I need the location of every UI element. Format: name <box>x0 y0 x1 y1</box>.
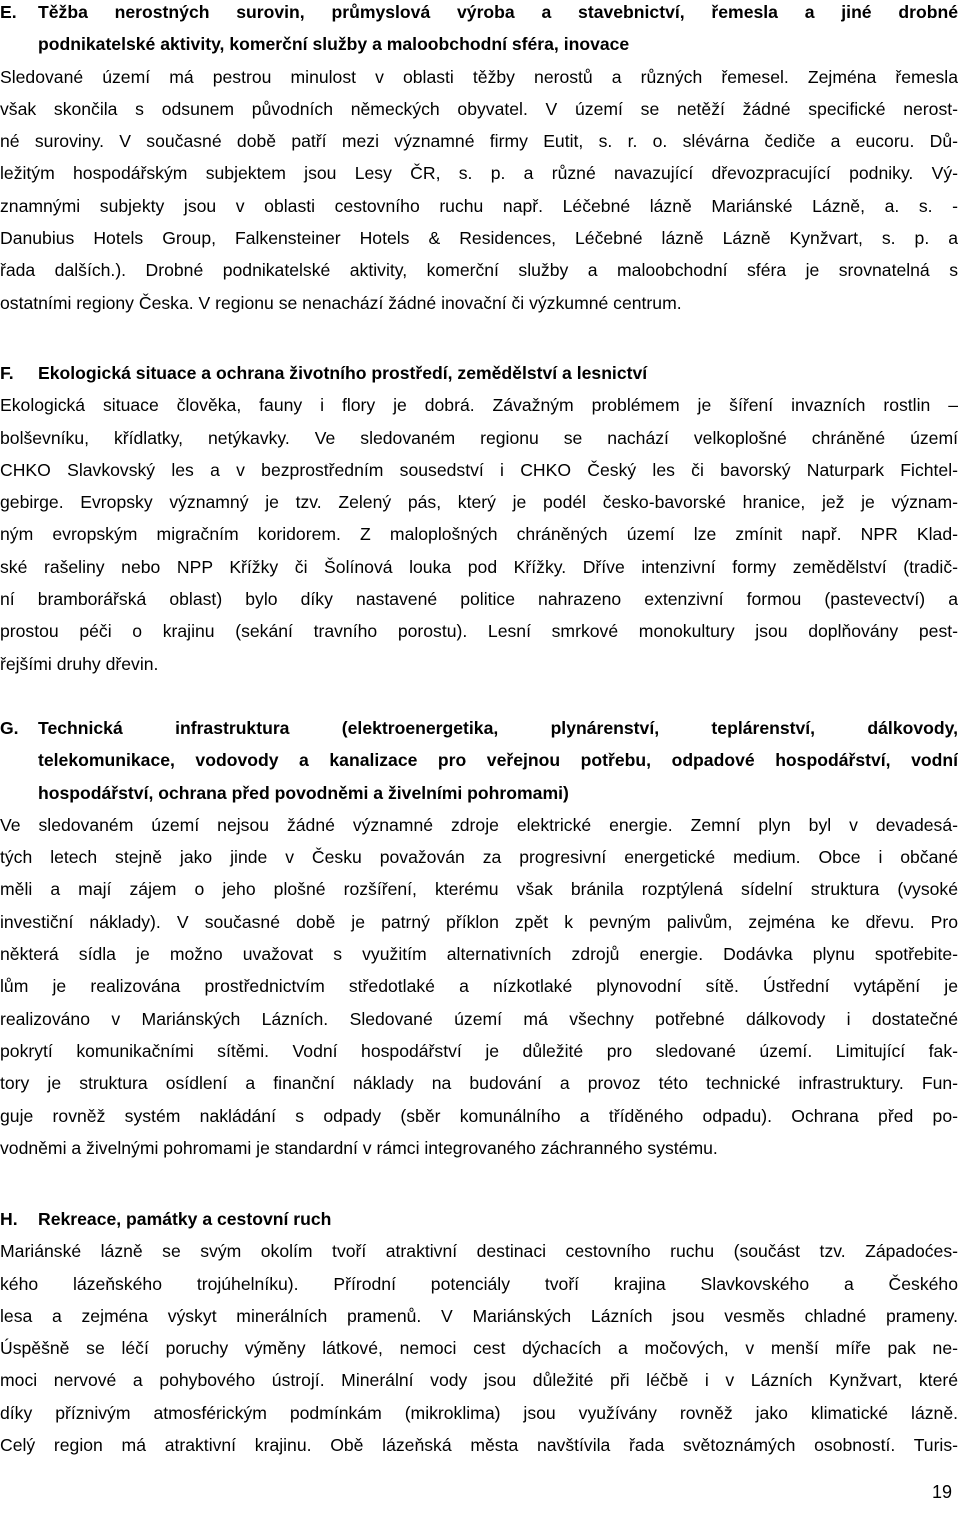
section-g-heading-line-1: G. Technická infrastruktura (elektroenergetika, plynárenství, teplárenství, dálkovody, <box>0 712 958 744</box>
paragraph-line: Danubius Hotels Group, Falkensteiner Hotels & Residences, Léčebné lázně Lázně Kynžvart, s. p. a <box>0 228 958 249</box>
section-g-letter: G. <box>0 718 19 738</box>
paragraph-line: tých letech stejně jako jinde v Česku považován za progresivní energetické medium. Obce i občané <box>0 847 958 868</box>
section-e-letter: E. <box>0 2 17 22</box>
paragraph-line: prostou péči o krajinu (sekání travního porostu). Lesní smrkové monokultury jsou doplňovány pest- <box>0 621 958 642</box>
paragraph-line: řejšími druhy dřevin. <box>0 653 159 674</box>
paragraph-line: ské rašeliny nebo NPP Křížky či Šolínová louka pod Křížky. Dříve intenzivní formy zemědělství (tradič- <box>0 556 958 577</box>
section-g-heading-line-2: telekomunikace, vodovody a kanalizace pro veřejnou potřebu, odpadové hospodářství, vodní <box>38 750 958 771</box>
page-number: 19 <box>931 1482 952 1502</box>
paragraph-line: pokrytí komunikačními sítěmi. Vodní hospodářství je důležité pro sledované území. Limitující fak- <box>0 1040 958 1061</box>
paragraph-line: lesa a zejména výskyt minerálních pramenů. V Mariánských Lázních jsou vesměs chladné prameny. <box>0 1305 958 1326</box>
paragraph-line: znamnými subjekty jsou v oblasti cestovního ruchu např. Léčebné lázně Mariánské Lázně, a. s. - <box>0 195 958 216</box>
paragraph-line: díky příznivým atmosférickým podmínkám (mikroklima) jsou využívány rovněž jako klimatické lázně. <box>0 1402 958 1423</box>
section-g-heading-line-3: hospodářství, ochrana před povodněmi a živelními pohromami) <box>38 782 569 803</box>
paragraph-line: kého lázeňského trojúhelníku). Přírodní potenciály tvoří krajina Slavkovského a Českého <box>0 1273 958 1294</box>
section-e-heading-line-1: E. Těžba nerostných surovin, průmyslová výroba a stavebnictví, řemesla a jiné drobné <box>0 0 958 28</box>
paragraph-line: né suroviny. V současné době patří mezi významné firmy Eutit, s. r. o. slévárna čediče a eucoru. Dů- <box>0 131 958 152</box>
paragraph-line: ným evropským migračním koridorem. Z maloplošných chráněných území lze zmínit např. NPR Klad- <box>0 524 958 545</box>
paragraph-line: měli a mají zájem o jeho plošné rozšíření, kterému však bránila rozptýlená sídelní struktura (vysoké <box>0 879 958 900</box>
paragraph-line: gebirge. Evropsky významný je tzv. Zelený pás, který je podél česko-bavorské hranice, jež je význam- <box>0 492 958 513</box>
paragraph-line: Úspěšně se léčí poruchy výměny látkové, nemoci cest dýchacích a močových, v menší míře pak ne- <box>0 1338 958 1359</box>
section-h-heading: H. Rekreace, památky a cestovní ruch <box>0 1203 958 1235</box>
paragraph-line: investiční náklady). V současné době je patrný příklon zpět k pevným palivům, zejména ke dřevu. Pro <box>0 911 958 932</box>
paragraph-line: Ve sledovaném území nejsou žádné významné zdroje elektrické energie. Zemní plyn byl v devadesá- <box>0 814 958 835</box>
section-f <box>0 357 958 680</box>
paragraph-line: řada dalších.). Drobné podnikatelské aktivity, komerční služby a maloobchodní sféra je srovnatelná s <box>0 260 958 281</box>
paragraph-line: CHKO Slavkovský les a v bezprostředním sousedství i CHKO Český les či bavorský Naturpark Fichtel- <box>0 459 958 480</box>
paragraph-line: ostatními regiony Česka. V regionu se nenachází žádné inovační či výzkumné centrum. <box>0 292 682 313</box>
paragraph-line: vodněmi a živelnými pohromami je standardní v rámci integrovaného záchranného systému. <box>0 1137 718 1158</box>
paragraph-line: Mariánské lázně se svým okolím tvoří atraktivní destinaci cestovního ruchu (součást tzv. Západoćes- <box>0 1241 958 1262</box>
paragraph-line: Celý region má atraktivní krajinu. Obě lázeňská města navštívila řada světoznámých osobností. Turis- <box>0 1435 958 1456</box>
paragraph-line: však skončila s odsunem původních německých obyvatel. V území se netěží žádné specifické nerost- <box>0 98 958 119</box>
paragraph-line: ní bramborářská oblast) bylo díky nastavené politice nahrazeno extenzivní formou (pastevectví) a <box>0 589 958 610</box>
paragraph-line: lům je realizována prostřednictvím středotlaké a nízkotlaké plynovodní sítě. Ústřední vytápění je <box>0 976 958 997</box>
section-f-letter: F. <box>0 363 14 383</box>
paragraph-line: guje rovněž systém nakládání s odpady (sběr komunálního a tříděného odpadu). Ochrana před po- <box>0 1105 958 1126</box>
paragraph-line: tory je struktura osídlení a finanční náklady na budování a provoz této technické infrastruktury. Fun- <box>0 1073 958 1094</box>
paragraph-line: Ekologická situace člověka, fauny i flory je dobrá. Závažným problémem je šíření invazních rostlin – <box>0 395 958 416</box>
section-g <box>0 712 958 1164</box>
paragraph-line: Sledované území má pestrou minulost v oblasti těžby nerostů a různých řemesel. Zejména řemesla <box>0 66 958 87</box>
section-h <box>0 1203 958 1461</box>
paragraph-line: realizováno v Mariánských Lázních. Sledované území má všechny potřebné dálkovody i dostatečné <box>0 1008 958 1029</box>
paragraph-line: moci nervové a pohybového ústrojí. Minerální vody jsou důležité při léčbě i v Lázních Kynžvart, které <box>0 1370 958 1391</box>
section-e <box>0 0 958 319</box>
section-f-heading: F. Ekologická situace a ochrana životního prostředí, zemědělství a lesnictví <box>0 357 958 389</box>
paragraph-line: některá sídla je možno uvažovat s využitím alternativních zdrojů energie. Dodávka plynu spotřebite- <box>0 944 958 965</box>
paragraph-line: bolševníku, křídlatky, netýkavky. Ve sledovaném regionu se nachází velkoplošné chráněné území <box>0 427 958 448</box>
section-h-letter: H. <box>0 1209 18 1229</box>
paragraph-line: ležitým hospodářským subjektem jsou Lesy ČR, s. p. a různé navazující dřevozpracující podniky. Vý- <box>0 163 958 184</box>
section-e-heading-line-2: podnikatelské aktivity, komerční služby a maloobchodní sféra, inovace <box>38 34 630 55</box>
